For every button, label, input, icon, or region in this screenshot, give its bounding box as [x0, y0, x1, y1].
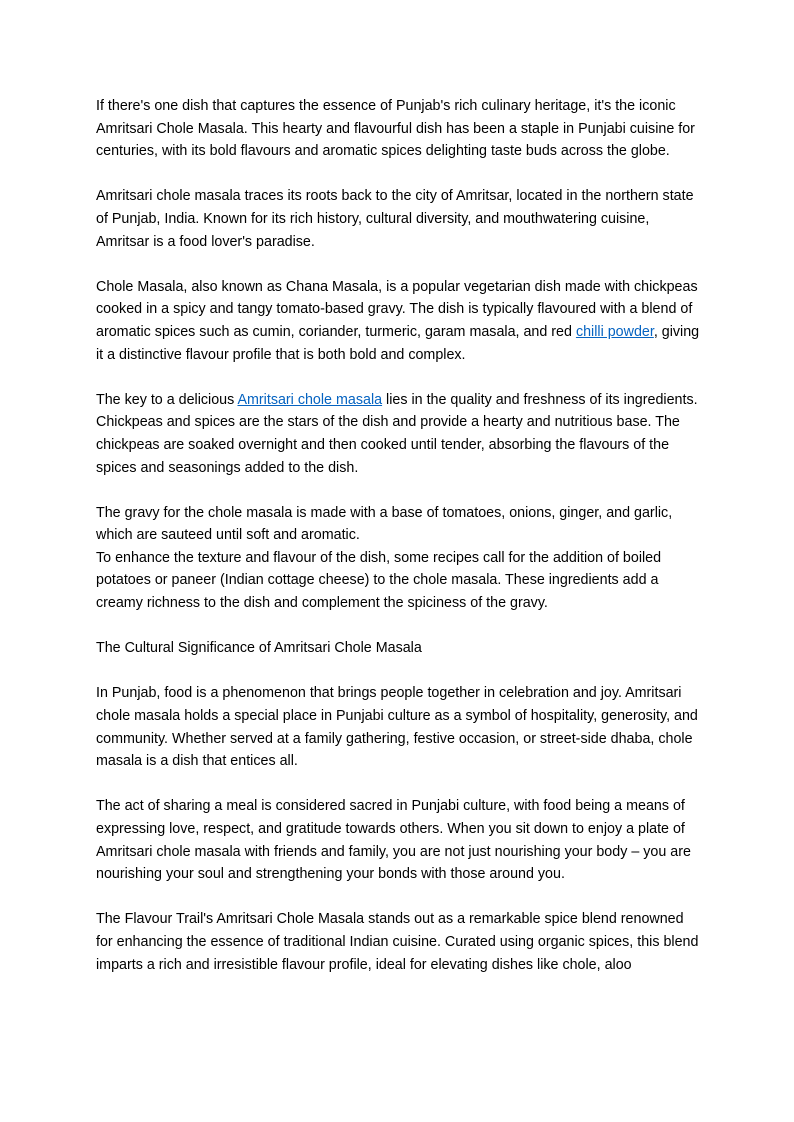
ingredients-text-after: lies in the quality and freshness of its ingredients. Chickpeas and spices are the stars of the dish and provide a hearty and nutritious base. The chickpeas are soaked overnight and then cooked until tender, absorbing the flavours of the spices and seasonings added to the dish.: [96, 391, 698, 476]
ingredients-paragraph: [96, 389, 702, 479]
description-text-after: , giving it a distinctive flavour profile that is both bold and complex.: [96, 323, 700, 363]
amritsari-chole-masala-link[interactable]: Amritsari chole masala: [237, 391, 383, 408]
origin-paragraph: Amritsari chole masala traces its roots back to the city of Amritsar, located in the northern state of Punjab, India. Known for its rich history, cultural diversity, and mouthwatering cuisine, Amritsar is a food lover's paradise.: [96, 188, 694, 250]
intro-paragraph: If there's one dish that captures the essence of Punjab's rich culinary heritage, it's the iconic Amritsari Chole Masala. This hearty and flavourful dish has been a staple in Punjabi cuisine for centuries, with its bold flavours and aromatic spices delighting taste buds across the globe.: [96, 98, 695, 160]
culture-paragraph: In Punjab, food is a phenomenon that brings people together in celebration and joy. Amritsari chole masala holds a special place in Punjabi culture as a symbol of hospitality, generosity, and community. Whether served at a family gathering, festive occasion, or street-side dhaba, chole masala is a dish that entices all.: [96, 685, 698, 770]
document-body: [96, 95, 702, 976]
description-paragraph: [96, 276, 702, 366]
gravy-paragraph: The gravy for the chole masala is made with a base of tomatoes, onions, ginger, and garlic, which are sauteed until soft and aromatic.: [96, 504, 673, 544]
section-heading: The Cultural Significance of Amritsari Chole Masala: [96, 640, 422, 657]
ingredients-text-before: The key to a delicious: [96, 391, 238, 408]
description-text-before: Chole Masala, also known as Chana Masala, is a popular vegetarian dish made with chickpeas cooked in a spicy and tangy tomato-based gravy. The dish is typically flavoured with a blend of aromatic spices such as cumin, coriander, turmeric, garam masala, and red: [96, 278, 698, 340]
sharing-paragraph: The act of sharing a meal is considered sacred in Punjabi culture, with food being a means of expressing love, respect, and gratitude towards others. When you sit down to enjoy a plate of Amritsari chole masala with friends and family, you are not just nourishing your body – you are nourishing your soul and strengthening your bonds with those around you.: [96, 798, 691, 883]
texture-paragraph: To enhance the texture and flavour of the dish, some recipes call for the addition of boiled potatoes or paneer (Indian cottage cheese) to the chole masala. These ingredients add a creamy richness to the dish and complement the spiciness of the gravy.: [96, 549, 662, 612]
chilli-powder-link[interactable]: chilli powder: [575, 323, 654, 340]
product-paragraph: The Flavour Trail's Amritsari Chole Masala stands out as a remarkable spice blend renowned for enhancing the essence of traditional Indian cuisine. Curated using organic spices, this blend imparts a rich and irresistible flavour profile, ideal for elevating dishes like chole, aloo: [96, 911, 699, 973]
